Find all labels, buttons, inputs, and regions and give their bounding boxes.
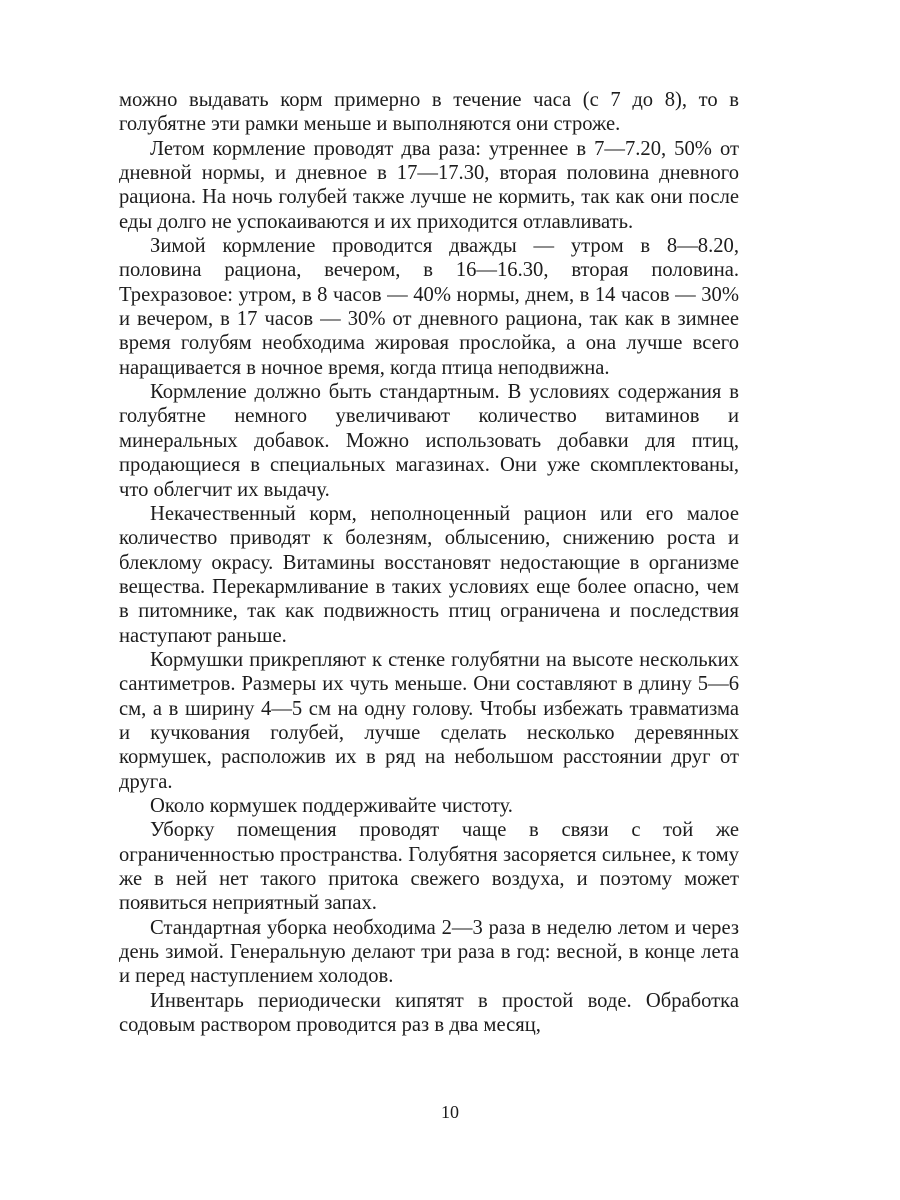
paragraph-8: Уборку помещения проводят чаще в связи с той же ограниченностью пространства. Голубятня засоряется сильнее, к тому же в ней нет такого притока свежего воздуха, и поэтому может появиться неприятный запах. (119, 819, 739, 915)
paragraph-5: Некачественный корм, неполноценный рацион или его малое количество приводят к болезням, облысению, снижению роста и блеклому окрасу. Витамины восстановят недостающие в организме вещества. Перекармливание в таких условиях еще более опасно, чем в питомнике, так как подвижность птиц ограничена и последствия наступают раньше. (119, 502, 739, 647)
paragraph-6: Кормушки прикрепляют к стенке голубятни на высоте нескольких сантиметров. Размеры их чуть меньше. Они составляют в длину 5—6 см, а в ширину 4—5 см на одну голову. Чтобы избежать травматизма и кучкования голубей, лучше сделать несколько деревянных кормушек, расположив их в ряд на небольшом расстоянии друг от друга. (119, 648, 739, 793)
paragraph-9: Стандартная уборка необходима 2—3 раза в неделю летом и через день зимой. Генеральную делают три раза в год: весной, в конце лета и перед наступлением холодов. (119, 916, 739, 988)
paragraph-2: Летом кормление проводят два раза: утреннее в 7—7.20, 50% от дневной нормы, и дневное в 17—17.30, вторая половина дневного рациона. На ночь голубей также лучше не кормить, так как они после еды долго не успокаиваются и их приходится отлавливать. (119, 137, 739, 233)
paragraph-4: Кормление должно быть стандартным. В условиях содержания в голубятне немного увеличивают количество витаминов и минеральных добавок. Можно использовать добавки для птиц, продающиеся в специальных магазинах. Они уже скомплектованы, что облегчит их выдачу. (119, 381, 739, 501)
paragraph-1: можно выдавать корм примерно в течение часа (с 7 до 8), то в голубятне эти рамки меньше и выполняются они строже. (119, 89, 739, 136)
body-text (119, 88, 739, 1037)
page-number: 10 (441, 1102, 459, 1122)
paragraph-10: Инвентарь периодически кипятят в простой воде. Обработка содовым раствором проводится раз в два месяц, (119, 989, 739, 1037)
paragraph-7: Около кормушек поддерживайте чистоту. (150, 794, 513, 817)
paragraph-3: Зимой кормление проводится дважды — утром в 8—8.20, половина рациона, вечером, в 16—16.30, вторая половина. Трехразовое: утром, в 8 часов — 40% нормы, днем, в 14 часов — 30% и вечером, в 17 часов — 30% от дневного рациона, так как в зимнее время голубям необходима жировая прослойка, а она лучше всего наращивается в ночное время, когда птица неподвижна. (119, 235, 739, 379)
